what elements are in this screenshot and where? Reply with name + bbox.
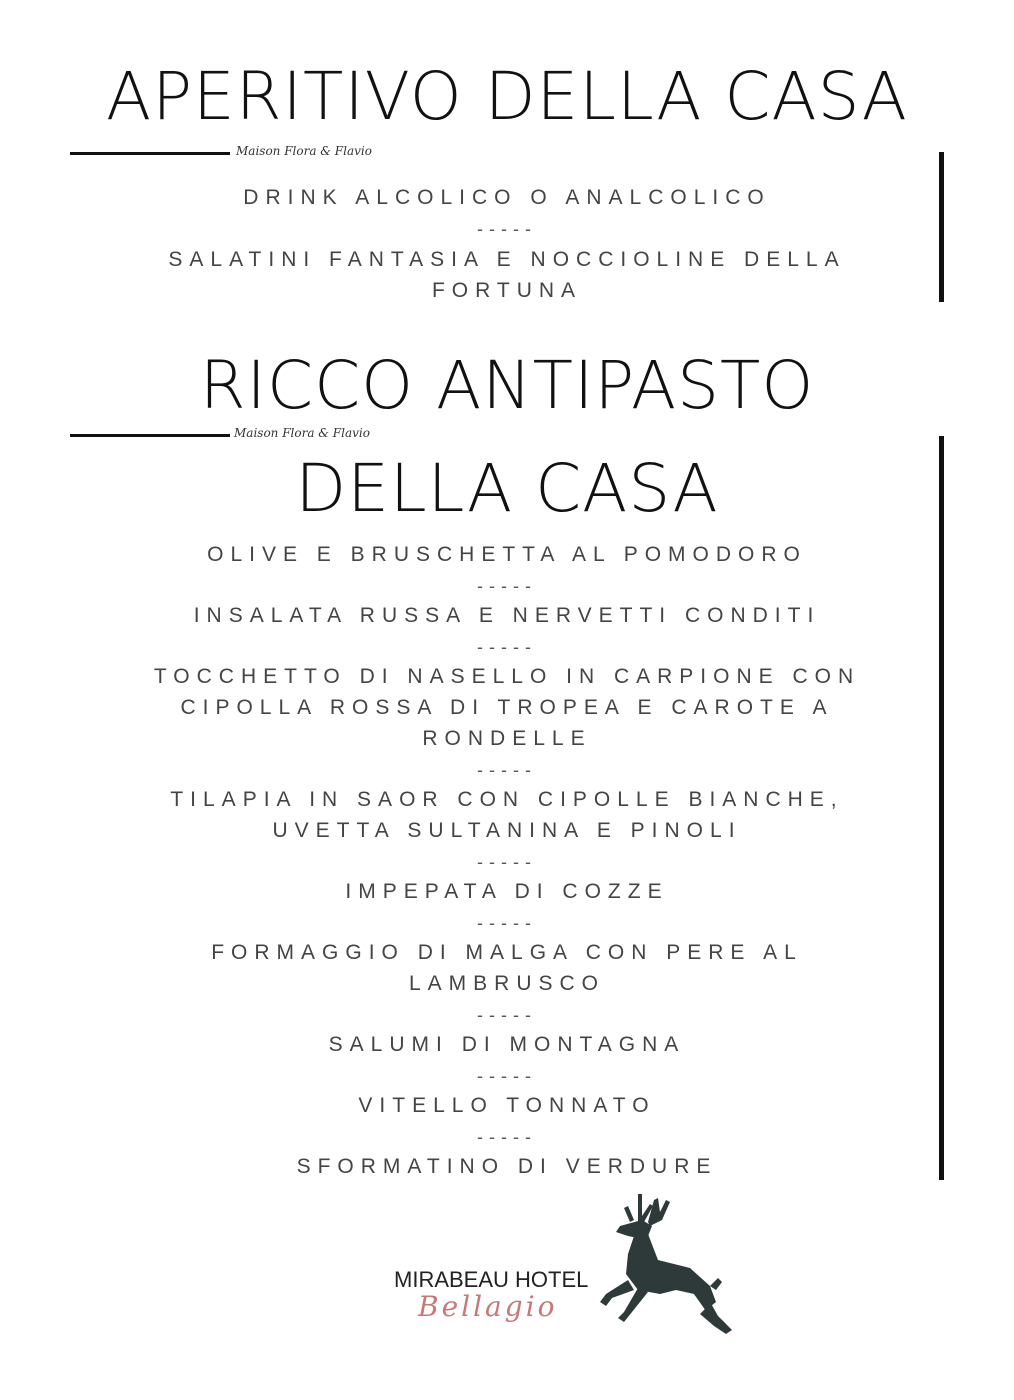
menu-item: TOCCHETTO DI NASELLO IN CARPIONE CON CIPOLLA ROSSA DI TROPEA E CAROTE A RONDELLE xyxy=(153,665,861,750)
menu-item: DRINK ALCOLICO O ANALCOLICO xyxy=(243,186,771,209)
menu-item: SALUMI DI MONTAGNA xyxy=(328,1033,686,1056)
section-title-antipasto-line2: DELLA CASA xyxy=(295,450,719,527)
menu-item: TILAPIA IN SAOR CON CIPOLLE BIANCHE, UVETTA SULTANINA E PINOLI xyxy=(170,788,844,842)
hotel-city: Bellagio xyxy=(418,1290,558,1323)
hotel-name: MIRABEAU HOTEL xyxy=(394,1267,589,1292)
menu-item: SFORMATINO DI VERDURE xyxy=(296,1155,718,1178)
deer-icon xyxy=(598,1190,734,1336)
section-title-antipasto-line1: RICCO ANTIPASTO xyxy=(199,347,815,424)
separator: ----- xyxy=(477,1005,537,1025)
separator: ----- xyxy=(477,760,537,780)
separator: ----- xyxy=(477,1127,537,1147)
separator: ----- xyxy=(477,913,537,933)
signature: Maison Flora & Flavio xyxy=(236,144,372,158)
menu-item: FORMAGGIO DI MALGA CON PERE AL LAMBRUSCO xyxy=(211,941,803,995)
separator: ----- xyxy=(477,852,537,872)
section-title-aperitivo: APERITIVO DELLA CASA xyxy=(106,58,908,135)
separator: ----- xyxy=(477,637,537,657)
menu-item: INSALATA RUSSA E NERVETTI CONDITI xyxy=(193,604,821,627)
menu-item: IMPEPATA DI COZZE xyxy=(345,880,669,903)
menu-item: SALATINI FANTASIA E NOCCIOLINE DELLA FORTUNA xyxy=(168,248,846,302)
title-underline xyxy=(70,434,230,437)
separator: ----- xyxy=(477,576,537,596)
menu-item: VITELLO TONNATO xyxy=(358,1094,656,1117)
signature: Maison Flora & Flavio xyxy=(234,426,370,440)
menu-item: OLIVE E BRUSCHETTA AL POMODORO xyxy=(207,543,807,566)
separator: ----- xyxy=(477,219,537,239)
title-underline xyxy=(70,152,230,155)
separator: ----- xyxy=(477,1066,537,1086)
